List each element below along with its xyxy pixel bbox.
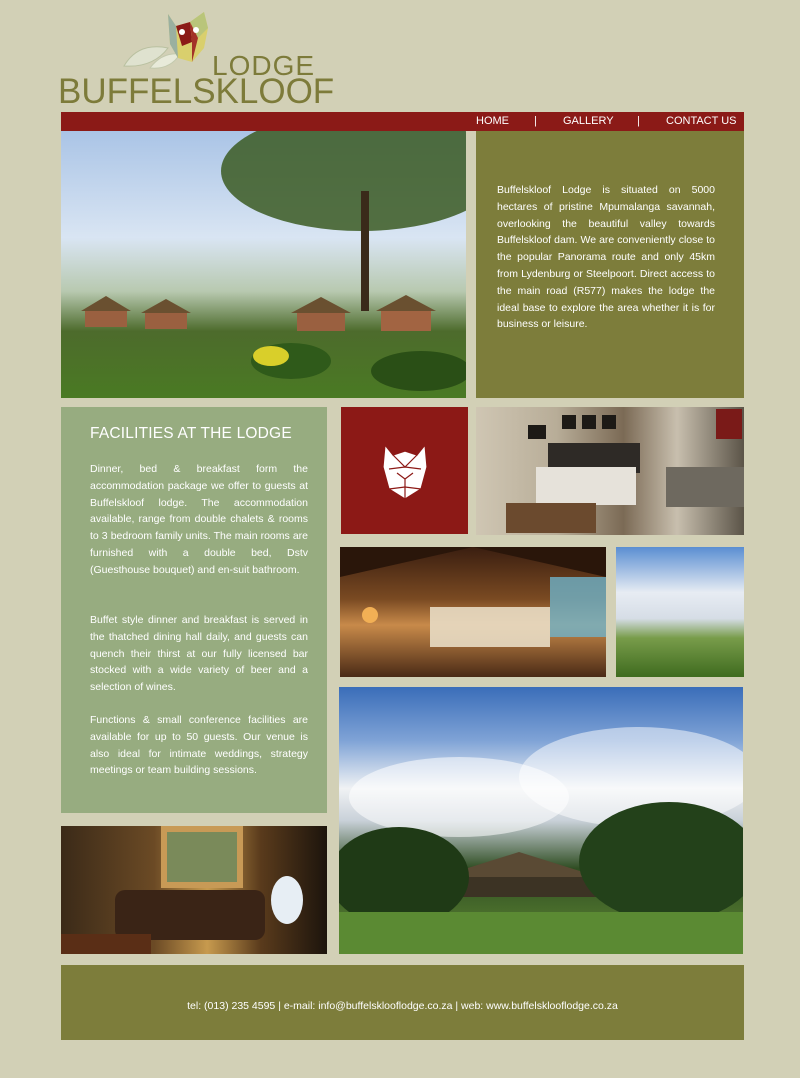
footer-contact-line: tel: (013) 235 4595 | e-mail: info@buffelskloofl​odge.co.za | web: www.buffelskloofl​odge.co.za: [187, 1000, 618, 1012]
owl-logo-icon: [58, 8, 218, 72]
facilities-paragraph: Functions & small conference facilities are available for up to 50 guests. Our venue is also ideal for intimate weddings, strategy meetings or team building sessions.: [90, 714, 308, 777]
nav-gallery[interactable]: GALLERY: [563, 115, 614, 127]
owl-tile: [341, 407, 468, 534]
lodge-garden-photo: [339, 687, 743, 954]
facilities-heading: FACILITIES AT THE LODGE: [90, 425, 292, 442]
nav-separator: |: [534, 115, 537, 127]
footer: [61, 965, 744, 1040]
owl-icon: [341, 407, 468, 534]
facilities-paragraph: Dinner, bed & breakfast form the accommodation package we offer to guests at Buffelskloof lodge. The accommodation available, range from double chalets & rooms to 3 bedroom family units. The main rooms are furnished with a double bed, Dstv (Guesthouse bouquet) and en-suit bathroom.: [90, 463, 308, 576]
logo-name: BUFFELSKLOOF: [58, 72, 335, 111]
bedroom-photo: [476, 407, 744, 535]
dining-hall-photo: [340, 547, 606, 677]
facilities-paragraph: Buffet style dinner and breakfast is served in the thatched dining hall daily, and guests can quench their thirst at our fully licensed bar stocked with a wide variety of beer and a selection of wines.: [90, 614, 308, 694]
nav-contact-us[interactable]: CONTACT US: [666, 115, 737, 127]
logo[interactable]: [58, 8, 335, 111]
logo-lodge-word: LODGE: [212, 50, 316, 81]
lounge-photo: [61, 826, 327, 954]
nav-bar: [61, 112, 744, 131]
valley-photo: [616, 547, 744, 677]
intro-text: Buffelskloof Lodge is situated on 5000 hectares of pristine Mpumalanga savannah, overlooking the beautiful valley towards Buffelskloof dam. We are conveniently close to the popular Panorama route and only 45km from Lydenburg or Steelpoort. Direct access to the main road (R577) makes the lodge the ideal base to explore the area whether it is for business or leisure.: [497, 184, 715, 331]
hero-photo-chalets: [61, 131, 466, 398]
nav-separator: |: [637, 115, 640, 127]
nav-home[interactable]: HOME: [476, 115, 509, 127]
facilities-panel: [61, 407, 327, 813]
intro-panel: [476, 131, 744, 398]
